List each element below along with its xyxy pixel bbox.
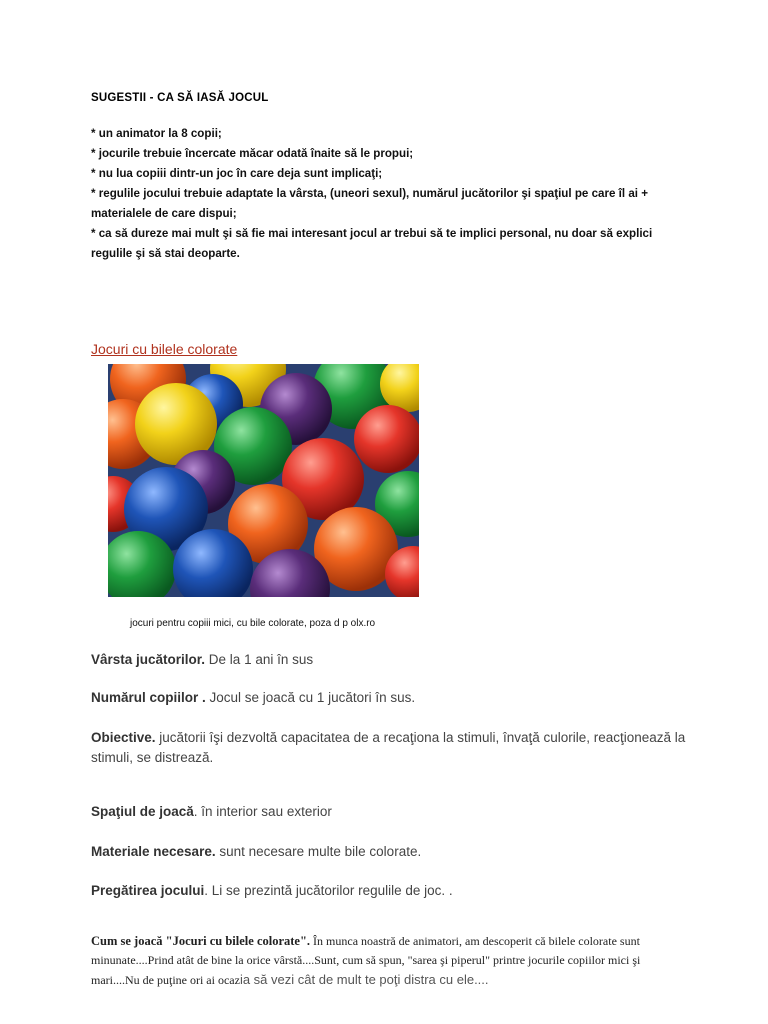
field-value: . în interior sau exterior [193, 804, 332, 819]
game-title-link[interactable]: Jocuri cu bilele colorate [91, 341, 238, 357]
field-numar-copiilor [91, 688, 691, 708]
tip-line: * ca să dureze mai mult şi să fie mai interesant jocul ar trebui să te implici personal, nu doar să explici [91, 227, 653, 240]
field-materiale [91, 842, 691, 862]
field-label: Obiective. [91, 730, 156, 745]
field-obiective [91, 728, 691, 768]
field-label: Pregătirea jocului [91, 883, 205, 898]
field-spatiul-de-joaca [91, 802, 691, 822]
tip-line: * nu lua copiii dintr-un joc în care deja sunt implicaţi; [91, 167, 383, 180]
section-heading: SUGESTII - CA SĂ IASĂ JOCUL [91, 92, 269, 104]
how-to-play-paragraph [91, 932, 691, 990]
photo-caption: jocuri pentru copiii mici, cu bile colorate, poza d p olx.ro [130, 618, 376, 629]
field-label: Vârsta jucătorilor. [91, 652, 206, 667]
field-value: Jocul se joacă cu 1 jucători în sus. [205, 690, 416, 705]
field-label: Numărul copiilor . [91, 690, 206, 705]
tip-line: regulile şi să stai deoparte. [91, 247, 240, 260]
field-value: jucătorii îşi dezvoltă capacitatea de a recaţiona la stimuli, învaţă culorile, reacţionează la stimuli, se distrează. [91, 730, 686, 765]
field-value: sunt necesare multe bile colorate. [215, 844, 422, 859]
field-value: De la 1 ani în sus [205, 652, 314, 667]
tip-line: materialele de care dispui; [91, 207, 237, 220]
tip-line: * un animator la 8 copii; [91, 127, 222, 140]
tip-line: * regulile jocului trebuie adaptate la vârsta, (uneori sexul), numărul jucătorilor şi spaţiul pe care îl ai + [91, 187, 648, 200]
field-value: . Li se prezintă jucătorilor regulile de joc. . [204, 883, 453, 898]
field-varsta [91, 650, 691, 670]
tip-line: * jocurile trebuie încercate măcar odată înaite să le propui; [91, 147, 414, 160]
field-pregatirea [91, 881, 691, 901]
field-label: Materiale necesare. [91, 844, 216, 859]
how-to-play-text-end: ia să vezi cât de mult te poţi distra cu ele.... [239, 972, 489, 987]
tips-list [91, 124, 691, 264]
field-label: Spaţiul de joacă [91, 804, 194, 819]
how-to-play-text: În munca noastră de animatori, am descoperit că bilele colorate sunt minunate....Prind atât de bine la orice vârstă....Sunt, cum să spun, "sarea şi piperul" printre jocurile copiilor mici şi mari....Nu de puţine ori ai ocaz [91, 934, 641, 987]
colored-balls-photo [108, 364, 419, 597]
how-to-play-label: Cum se joacă "Jocuri cu bilele colorate". [91, 934, 311, 948]
